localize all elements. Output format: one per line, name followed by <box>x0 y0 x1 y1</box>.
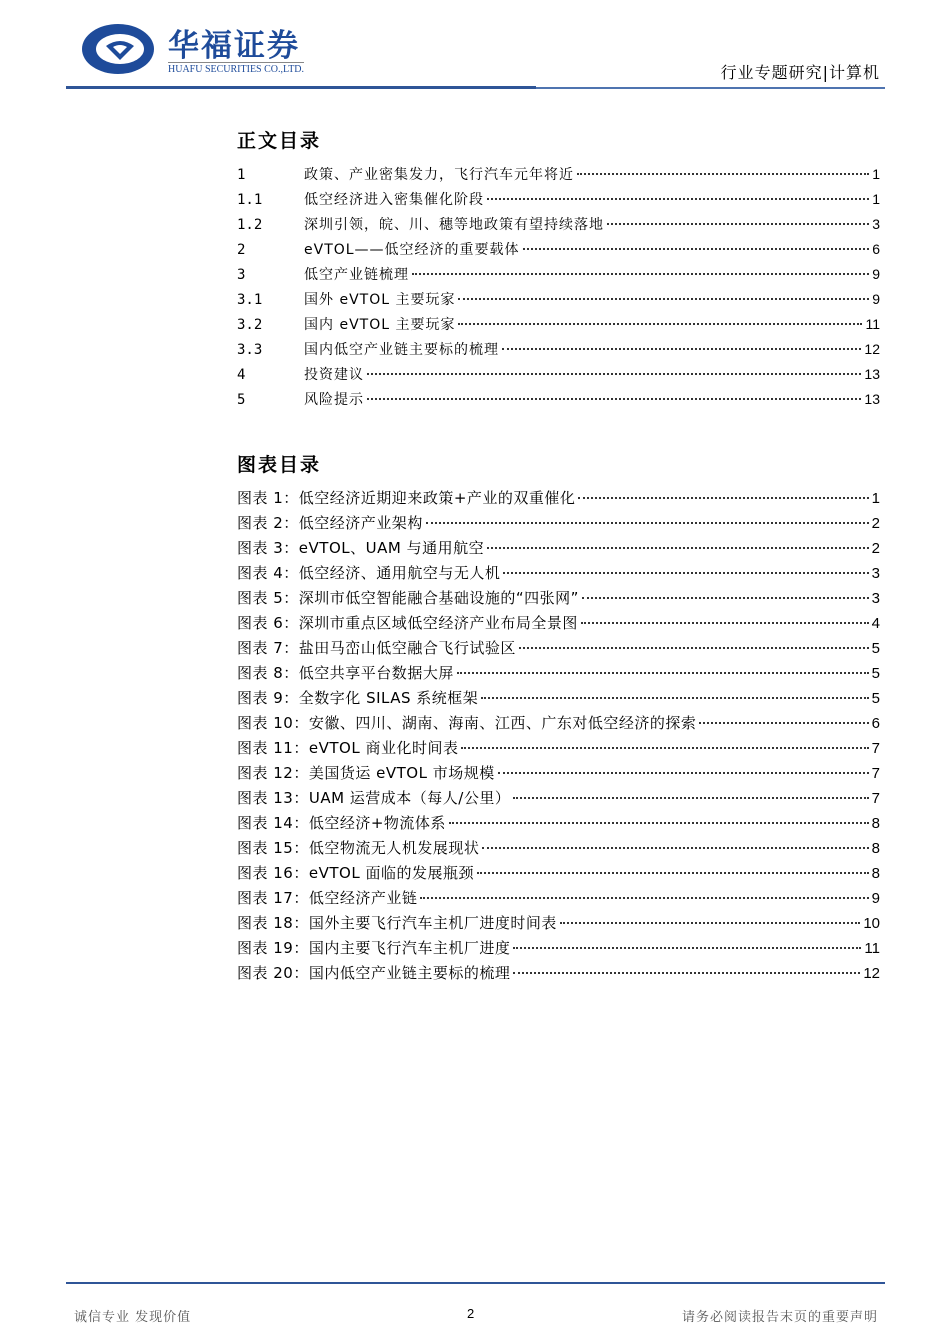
toc-entry[interactable] <box>237 264 880 289</box>
toc-entry-page: 11 <box>865 316 880 332</box>
figure-entry-page: 8 <box>871 840 880 857</box>
figure-entry[interactable] <box>237 812 880 837</box>
figure-entry-page: 3 <box>871 565 880 582</box>
dot-leader <box>458 298 869 300</box>
figure-entry-label: 图表 11：eVTOL 商业化时间表 <box>237 739 459 757</box>
toc-entry[interactable] <box>237 214 880 239</box>
figure-entry-page: 2 <box>871 515 880 532</box>
toc-entry-label: 低空经济进入密集催化阶段 <box>304 192 484 208</box>
toc-entry-label: 投资建议 <box>304 367 364 383</box>
figure-entry-page: 8 <box>871 865 880 882</box>
dot-leader <box>412 273 869 275</box>
figure-entry-label: 图表 17：低空经济产业链 <box>237 889 418 907</box>
figure-entry[interactable] <box>237 712 880 737</box>
dot-leader <box>607 223 869 225</box>
figure-entry-page: 6 <box>871 715 880 732</box>
dot-leader <box>481 697 868 699</box>
figure-entry[interactable] <box>237 937 880 962</box>
toc-entry[interactable] <box>237 239 880 264</box>
figure-entry-label: 图表 12：美国货运 eVTOL 市场规模 <box>237 764 495 782</box>
dot-leader <box>420 897 868 899</box>
figure-entry-label: 图表 8：低空共享平台数据大屏 <box>237 664 454 682</box>
logo-swirl-icon <box>80 22 160 78</box>
figure-entry-label: 图表 18：国外主要飞行汽车主机厂进度时间表 <box>237 914 557 932</box>
dot-leader <box>477 872 869 874</box>
dot-leader <box>449 822 869 824</box>
figure-entry[interactable] <box>237 537 880 562</box>
figure-entry-page: 9 <box>871 890 880 907</box>
toc-entry-number: 5 <box>237 392 246 408</box>
page-number: 2 <box>467 1306 476 1321</box>
toc-entry-page: 6 <box>872 241 880 257</box>
figure-entry-page: 7 <box>871 790 880 807</box>
figure-entry[interactable] <box>237 862 880 887</box>
figure-entry[interactable] <box>237 837 880 862</box>
toc-entry-page: 13 <box>864 366 880 382</box>
figure-entry-page: 11 <box>864 940 880 957</box>
toc-entry[interactable] <box>237 164 880 189</box>
dot-leader <box>523 248 870 250</box>
figure-entry-page: 1 <box>871 490 880 507</box>
toc-entry-label: 国内低空产业链主要标的梳理 <box>304 342 499 358</box>
dot-leader <box>482 847 868 849</box>
figure-entry-page: 3 <box>871 590 880 607</box>
toc-entry-number: 4 <box>237 367 246 383</box>
dot-leader <box>560 922 860 924</box>
figure-list <box>237 487 880 987</box>
figure-entry-page: 7 <box>871 765 880 782</box>
toc-entry-number: 3.2 <box>237 317 263 333</box>
dot-leader <box>581 622 869 624</box>
toc-entry[interactable] <box>237 189 880 214</box>
figure-entry[interactable] <box>237 787 880 812</box>
logo-chinese-name: 华福证券 <box>168 28 300 64</box>
dot-leader <box>513 797 868 799</box>
figure-entry-label: 图表 9：全数字化 SILAS 系统框架 <box>237 689 479 707</box>
dot-leader <box>367 398 861 400</box>
figure-entry-page: 12 <box>863 965 880 982</box>
figure-entry-label: 图表 5：深圳市低空智能融合基础设施的“四张网” <box>237 589 579 607</box>
dot-leader <box>487 547 869 549</box>
toc-entry-number: 3 <box>237 267 246 283</box>
figure-entry[interactable] <box>237 662 880 687</box>
figure-entry-page: 4 <box>871 615 880 632</box>
header-divider-thin <box>536 87 885 89</box>
toc-entry-label: 政策、产业密集发力，飞行汽车元年将近 <box>304 167 574 183</box>
toc-entry-label: 国内 eVTOL 主要玩家 <box>304 317 456 333</box>
figure-entry[interactable] <box>237 587 880 612</box>
footer-divider <box>66 1282 885 1284</box>
footer-slogan: 诚信专业 发现价值 <box>74 1310 192 1325</box>
figure-entry-page: 5 <box>871 665 880 682</box>
figure-entry[interactable] <box>237 737 880 762</box>
logo-english-name: HUAFU SECURITIES CO.,LTD. <box>168 64 305 75</box>
dot-leader <box>699 722 868 724</box>
toc-entry-page: 1 <box>872 166 880 182</box>
toc-entry[interactable] <box>237 314 880 339</box>
figure-entry-page: 5 <box>871 640 880 657</box>
dot-leader <box>367 373 861 375</box>
company-logo <box>80 22 320 78</box>
figure-entry-label: 图表 2：低空经济产业架构 <box>237 514 423 532</box>
figure-entry[interactable] <box>237 762 880 787</box>
figure-entry-label: 图表 16：eVTOL 面临的发展瓶颈 <box>237 864 474 882</box>
toc-entry-number: 3.1 <box>237 292 263 308</box>
table-of-contents <box>237 164 880 414</box>
toc-entry-page: 12 <box>864 341 880 357</box>
toc-entry-label: 低空产业链梳理 <box>304 267 409 283</box>
figure-entry[interactable] <box>237 912 880 937</box>
figure-entry[interactable] <box>237 887 880 912</box>
figure-entry[interactable] <box>237 612 880 637</box>
figure-entry[interactable] <box>237 637 880 662</box>
toc-entry-label: 风险提示 <box>304 392 364 408</box>
figure-entry[interactable] <box>237 512 880 537</box>
toc-entry-page: 9 <box>872 266 880 282</box>
toc-entry-number: 1.1 <box>237 192 263 208</box>
dot-leader <box>502 348 861 350</box>
figure-entry-label: 图表 20：国内低空产业链主要标的梳理 <box>237 964 511 982</box>
dot-leader <box>498 772 869 774</box>
dot-leader <box>582 597 869 599</box>
dot-leader <box>426 522 869 524</box>
figure-entry-label: 图表 13：UAM 运营成本（每人/公里） <box>237 789 511 807</box>
dot-leader <box>458 323 862 325</box>
toc-entry-number: 1.2 <box>237 217 263 233</box>
report-type: 行业专题研究|计算机 <box>720 63 880 82</box>
dot-leader <box>513 972 860 974</box>
figure-entry-label: 图表 19：国内主要飞行汽车主机厂进度 <box>237 939 511 957</box>
dot-leader <box>519 647 869 649</box>
toc-entry-page: 13 <box>864 391 880 407</box>
figure-entry-label: 图表 3：eVTOL、UAM 与通用航空 <box>237 539 485 557</box>
dot-leader <box>457 672 869 674</box>
header-divider <box>66 86 536 89</box>
toc-entry-number: 1 <box>237 167 246 183</box>
toc-entry-page: 1 <box>872 191 880 207</box>
figure-entry-label: 图表 10：安徽、四川、湖南、海南、江西、广东对低空经济的探索 <box>237 714 697 732</box>
toc-entry-page: 3 <box>872 216 880 232</box>
dot-leader <box>578 497 868 499</box>
toc-entry-number: 3.3 <box>237 342 263 358</box>
figure-entry[interactable] <box>237 562 880 587</box>
toc-entry-label: 深圳引领，皖、川、穗等地政策有望持续落地 <box>304 217 604 233</box>
figure-entry-label: 图表 15：低空物流无人机发展现状 <box>237 839 480 857</box>
figure-entry-label: 图表 14：低空经济+物流体系 <box>237 814 446 832</box>
figure-entry-page: 10 <box>863 915 880 932</box>
toc-entry[interactable] <box>237 289 880 314</box>
toc-title: 正文目录 <box>237 130 322 152</box>
figure-entry-label: 图表 4：低空经济、通用航空与无人机 <box>237 564 501 582</box>
toc-entry[interactable] <box>237 389 880 414</box>
figure-entry-label: 图表 6：深圳市重点区域低空经济产业布局全景图 <box>237 614 578 632</box>
toc-entry-label: 国外 eVTOL 主要玩家 <box>304 292 456 308</box>
figure-entry-page: 2 <box>871 540 880 557</box>
figure-entry-page: 8 <box>871 815 880 832</box>
dot-leader <box>513 947 861 949</box>
dot-leader <box>487 198 869 200</box>
dot-leader <box>461 747 868 749</box>
figure-entry[interactable] <box>237 487 880 512</box>
figure-entry-label: 图表 1：低空经济近期迎来政策+产业的双重催化 <box>237 489 576 507</box>
figure-entry-page: 7 <box>871 740 880 757</box>
toc-entry[interactable] <box>237 364 880 389</box>
toc-entry-label: eVTOL——低空经济的重要载体 <box>304 242 520 258</box>
dot-leader <box>503 572 868 574</box>
figure-entry[interactable] <box>237 687 880 712</box>
toc-entry-number: 2 <box>237 242 246 258</box>
toc-entry-page: 9 <box>872 291 880 307</box>
dot-leader <box>577 173 869 175</box>
figure-list-title: 图表目录 <box>237 454 322 476</box>
figure-entry-label: 图表 7：盐田马峦山低空融合飞行试验区 <box>237 639 516 657</box>
figure-entry-page: 5 <box>871 690 880 707</box>
footer-disclaimer: 请务必阅读报告末页的重要声明 <box>681 1310 878 1325</box>
figure-entry[interactable] <box>237 962 880 987</box>
toc-entry[interactable] <box>237 339 880 364</box>
